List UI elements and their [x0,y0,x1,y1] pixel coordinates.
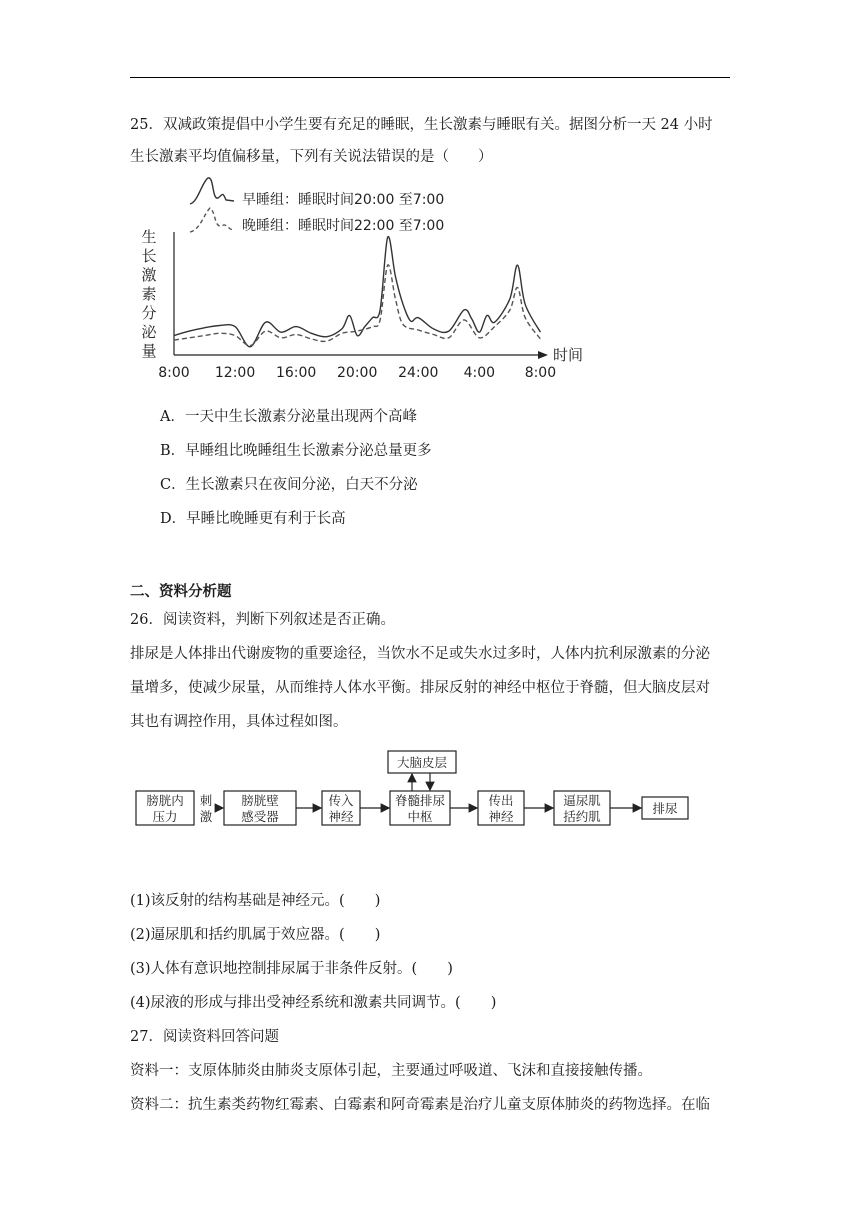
x-tick-label: 8:00 [524,365,557,381]
q25-option-c: C．生长激素只在夜间分泌，白天不分泌 [160,477,418,493]
q26-para-line3: 其也有调控作用，具体过程如图。 [130,714,348,730]
q27-stem: 27．阅读资料回答问题 [130,1029,279,1045]
q26-para-line2: 量增多，使减少尿量，从而维持人体水平衡。排尿反射的神经中枢位于脊髓，但大脑皮层对 [130,680,710,696]
legend-dashed-swatch [190,208,234,232]
x-axis-label: 时间 [553,346,584,364]
box2-line1: 膀胱壁 [241,793,279,808]
box3-line1: 传入 [328,793,354,808]
q25-stem-line1: 25．双减政策提倡中小学生要有充足的睡眠，生长激素与睡眠有关。据图分析一天 24 小时 [130,117,713,133]
y-label-char: 分 [141,304,157,322]
legend-solid-swatch [190,178,234,204]
q27-material-2: 资料二：抗生素类药物红霉素、白霉素和阿奇霉素是治疗儿童支原体肺炎的药物选择。在临 [130,1097,710,1113]
box6-line1: 逼尿肌 [563,793,601,808]
q25-option-a: A．一天中生长激素分泌量出现两个高峰 [160,409,417,425]
x-axis-arrow [538,351,548,359]
legend-series-2: 晚睡组：睡眠时间22:00 至7:00 [242,218,445,234]
q25-option-d: D．早睡比晚睡更有利于长高 [160,511,346,527]
q26-item-4: (4)尿液的形成与排出受神经系统和激素共同调节。( ) [130,995,497,1011]
y-label-char: 量 [141,342,157,360]
q26-para-line1: 排尿是人体排出代谢废物的重要途径，当饮水不足或失水过多时，人体内抗利尿激素的分泌 [130,646,710,662]
q25-option-b: B．早睡组比晚睡组生长激素分泌总量更多 [160,443,432,459]
y-label-char: 泌 [141,323,157,341]
box3-line2: 神经 [328,809,354,824]
x-tick-label: 16:00 [275,365,317,381]
x-tick-label: 24:00 [398,365,439,381]
header-rule [130,77,730,78]
legend-series-1: 早睡组：睡眠时间20:00 至7:00 [242,192,445,208]
y-label-char: 激 [141,266,157,284]
y-label-char: 长 [141,247,157,265]
x-tick-label: 8:00 [158,365,190,381]
box5-line1: 传出 [488,793,514,808]
urination-reflex-diagram [130,745,710,835]
series-late-sleep-line [174,265,540,346]
cortex-label: 大脑皮层 [396,755,448,770]
box1-line2: 压力 [152,809,178,824]
q26-stem: 26．阅读资料，判断下列叙述是否正确。 [130,612,395,628]
box4-line2: 中枢 [407,809,433,824]
series-early-sleep-line [174,237,540,347]
q26-item-3: (3)人体有意识地控制排尿属于非条件反射。( ) [130,961,453,977]
box1-line1: 膀胱内 [146,793,184,808]
box4-line1: 脊髓排尿 [394,793,446,808]
q26-item-2: (2)逼尿肌和括约肌属于效应器。( ) [130,927,381,943]
growth-hormone-chart [130,172,590,384]
box6-line2: 括约肌 [563,809,601,824]
q27-material-1: 资料一：支原体肺炎由肺炎支原体引起，主要通过呼吸道、飞沫和直接接触传播。 [130,1063,652,1079]
x-tick-label: 20:00 [337,365,378,381]
y-label-char: 素 [141,285,157,303]
box7-label: 排尿 [652,801,678,816]
stim-line1: 刺 [199,793,213,808]
q25-stem-line2: 生长激素平均值偏移量，下列有关说法错误的是（ ） [130,149,493,165]
y-axis-label [141,228,157,360]
box2-line2: 感受器 [241,809,279,824]
x-tick-label: 4:00 [463,365,496,381]
x-tick-label: 12:00 [214,365,256,381]
box5-line2: 神经 [488,809,514,824]
y-label-char: 生 [141,228,157,246]
stim-line2: 激 [199,809,213,824]
q26-item-1: (1)该反射的结构基础是神经元。( ) [130,893,381,909]
section-title: 二、资料分析题 [130,583,232,600]
